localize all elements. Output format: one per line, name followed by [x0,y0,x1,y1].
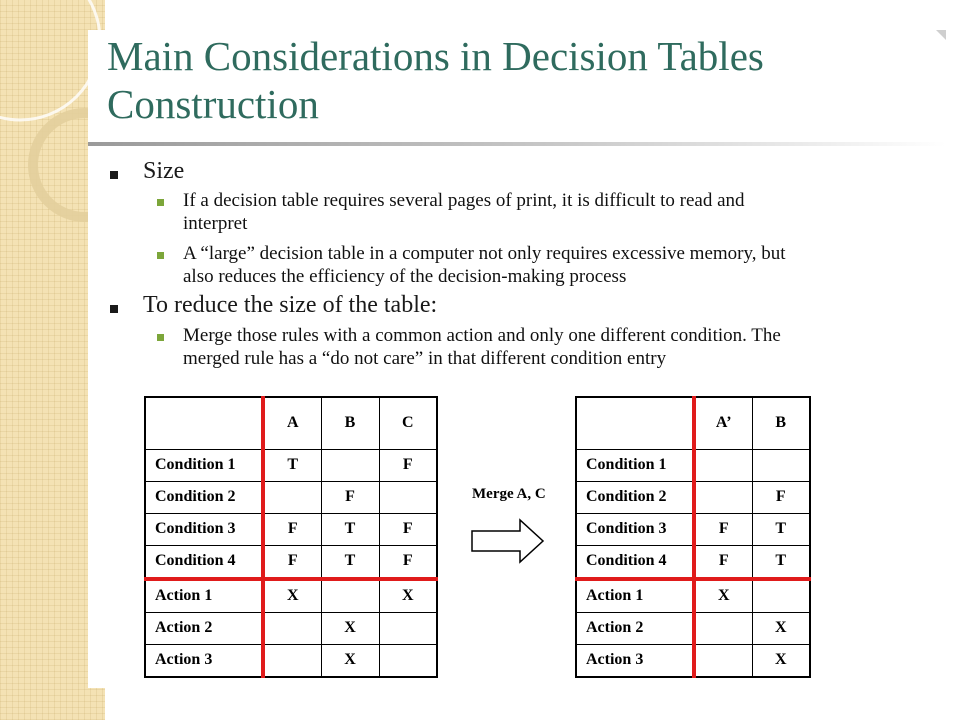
entry-cell: F [263,513,321,545]
entry-cell [321,579,379,613]
title-divider [88,142,946,146]
merge-label: Merge A, C [472,486,546,502]
entry-cell: F [694,545,752,579]
entry-cell: F [263,545,321,579]
entry-cell [263,644,321,677]
entry-cell [694,612,752,644]
table-row [576,644,810,677]
sub-bullet-line: also reduces the efficiency of the decision-making process [183,266,627,287]
sub-bullet-line: A “large” decision table in a computer not only requires excessive memory, but [183,243,786,264]
table-row [145,513,437,545]
decision-table-merged [575,396,811,678]
bullet-reduce-size: To reduce the size of the table: [143,292,438,318]
row-label-cell: Condition 3 [145,513,263,545]
square-bullet-icon [157,252,164,259]
table-row [576,513,810,545]
sub-bullet-line: Merge those rules with a common action and only one different condition. The [183,325,781,346]
sub-bullet-pages [183,189,943,235]
entry-cell: X [379,579,437,613]
entry-cell [379,612,437,644]
title-line-2: Construction [107,81,319,127]
entry-cell: F [694,513,752,545]
entry-cell [694,481,752,513]
table-row [145,644,437,677]
table-row [576,449,810,481]
row-label-cell: Condition 2 [145,481,263,513]
entry-cell [263,612,321,644]
table-row [576,545,810,579]
table-corner-cell [576,397,694,449]
entry-cell: T [752,545,810,579]
entry-cell [752,449,810,481]
row-label-cell: Condition 1 [145,449,263,481]
row-label-cell: Action 1 [145,579,263,613]
entry-cell [263,481,321,513]
row-label-cell: Condition 2 [576,481,694,513]
table-row [576,612,810,644]
table-row [576,481,810,513]
square-bullet-icon [110,305,118,313]
entry-cell: X [694,579,752,613]
entry-cell: F [321,481,379,513]
entry-cell: T [321,513,379,545]
entry-cell [379,644,437,677]
decision-table-original [144,396,438,678]
entry-cell: X [752,612,810,644]
column-header: C [379,397,437,449]
entry-cell: T [321,545,379,579]
right-arrow-outline-icon [470,517,546,565]
entry-cell: X [321,644,379,677]
entry-cell: X [321,612,379,644]
title-line-1: Main Considerations in Decision Tables [107,33,764,79]
table-row [145,612,437,644]
table-row [576,579,810,613]
row-label-cell: Condition 1 [576,449,694,481]
bullet-size: Size [143,158,185,184]
entry-cell: F [752,481,810,513]
row-label-cell: Condition 4 [145,545,263,579]
entry-cell: F [379,545,437,579]
column-header: A [263,397,321,449]
corner-fold-icon [936,30,946,40]
sub-bullet-line: If a decision table requires several pages of print, it is difficult to read and [183,190,745,211]
sub-bullet-merge [183,324,943,370]
sub-bullet-line: interpret [183,213,248,234]
table-header-row [576,397,810,449]
table-row [145,579,437,613]
row-label-cell: Action 2 [145,612,263,644]
column-header: B [321,397,379,449]
row-label-cell: Action 2 [576,612,694,644]
entry-cell [321,449,379,481]
square-bullet-icon [157,334,164,341]
table-row [145,449,437,481]
sub-bullet-line: merged rule has a “do not care” in that different condition entry [183,348,667,369]
row-label-cell: Action 1 [576,579,694,613]
column-header: A’ [694,397,752,449]
table-row [145,481,437,513]
sub-bullet-large-table [183,242,943,288]
entry-cell [694,644,752,677]
square-bullet-icon [110,171,118,179]
entry-cell: X [263,579,321,613]
column-header: B [752,397,810,449]
entry-cell: T [263,449,321,481]
entry-cell: F [379,513,437,545]
slide-title [107,32,927,128]
entry-cell: T [752,513,810,545]
table-row [145,545,437,579]
entry-cell [752,579,810,613]
table-corner-cell [145,397,263,449]
table-header-row [145,397,437,449]
entry-cell: F [379,449,437,481]
entry-cell [694,449,752,481]
row-label-cell: Action 3 [576,644,694,677]
square-bullet-icon [157,199,164,206]
row-label-cell: Condition 4 [576,545,694,579]
row-label-cell: Condition 3 [576,513,694,545]
row-label-cell: Action 3 [145,644,263,677]
entry-cell [379,481,437,513]
entry-cell: X [752,644,810,677]
